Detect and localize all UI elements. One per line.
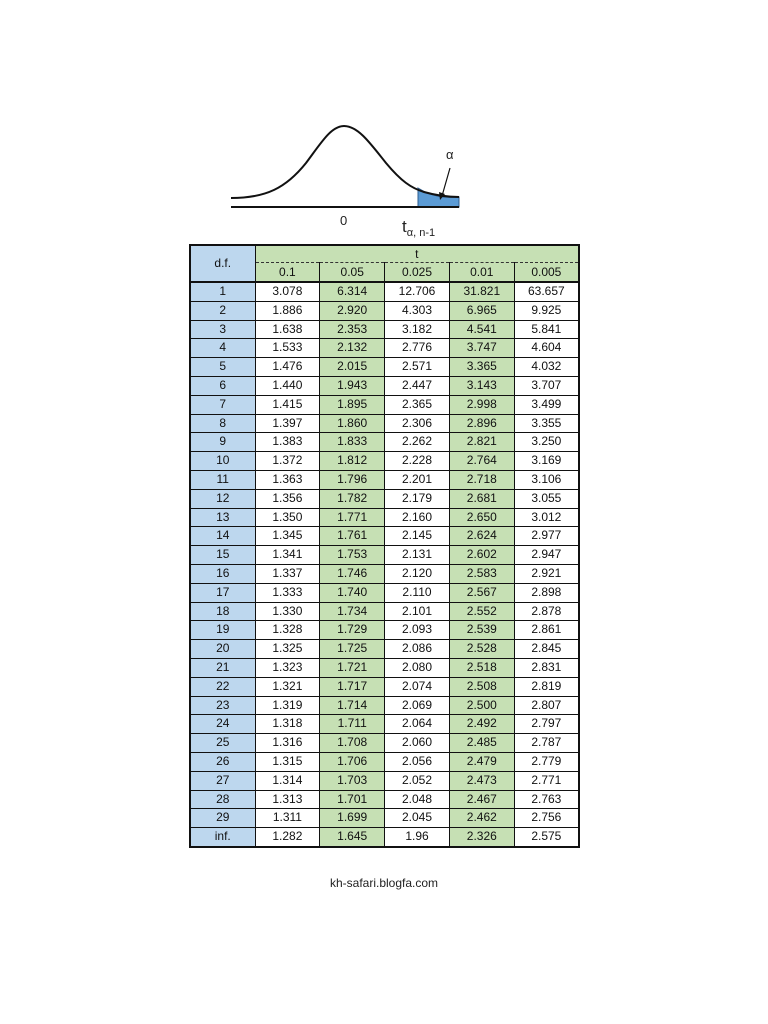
critical-value-cell: 4.541 xyxy=(449,320,514,339)
critical-value-cell: 2.052 xyxy=(385,771,450,790)
critical-value-cell: 2.763 xyxy=(514,790,579,809)
df-cell: 26 xyxy=(190,752,255,771)
df-cell: 28 xyxy=(190,790,255,809)
alpha-header-cell: 0.01 xyxy=(449,263,514,283)
critical-value-cell: 2.776 xyxy=(385,339,450,358)
critical-value-cell: 3.707 xyxy=(514,376,579,395)
critical-value-cell: 1.282 xyxy=(255,828,320,847)
alpha-arrow xyxy=(442,168,450,196)
critical-value-cell: 2.326 xyxy=(449,828,514,847)
critical-value-cell: 6.314 xyxy=(320,282,385,301)
critical-value-cell: 3.055 xyxy=(514,489,579,508)
critical-value-cell: 2.479 xyxy=(449,752,514,771)
df-cell: 5 xyxy=(190,358,255,377)
df-cell: 29 xyxy=(190,809,255,828)
critical-value-cell: 1.372 xyxy=(255,452,320,471)
critical-value-cell: 2.353 xyxy=(320,320,385,339)
critical-value-cell: 1.711 xyxy=(320,715,385,734)
critical-value-cell: 2.518 xyxy=(449,658,514,677)
critical-value-cell: 2.306 xyxy=(385,414,450,433)
df-cell: 20 xyxy=(190,640,255,659)
critical-value-cell: 9.925 xyxy=(514,301,579,320)
t-distribution-curve xyxy=(226,118,466,243)
critical-value-cell: 1.333 xyxy=(255,583,320,602)
df-cell: 15 xyxy=(190,546,255,565)
critical-value-cell: 1.708 xyxy=(320,734,385,753)
critical-value-cell: 2.571 xyxy=(385,358,450,377)
critical-value-cell: 2.528 xyxy=(449,640,514,659)
df-cell: 10 xyxy=(190,452,255,471)
alpha-label: α xyxy=(446,147,454,162)
critical-value-cell: 2.898 xyxy=(514,583,579,602)
critical-value-cell: 1.943 xyxy=(320,376,385,395)
critical-value-cell: 2.807 xyxy=(514,696,579,715)
critical-value-cell: 2.567 xyxy=(449,583,514,602)
critical-value-cell: 2.896 xyxy=(449,414,514,433)
critical-value-cell: 3.747 xyxy=(449,339,514,358)
critical-value-cell: 1.782 xyxy=(320,489,385,508)
critical-value-cell: 1.703 xyxy=(320,771,385,790)
table-row xyxy=(190,790,579,809)
table-row xyxy=(190,734,579,753)
critical-value-cell: 1.725 xyxy=(320,640,385,659)
critical-value-cell: 3.078 xyxy=(255,282,320,301)
df-cell: 21 xyxy=(190,658,255,677)
critical-value-cell: 1.717 xyxy=(320,677,385,696)
critical-value-cell: 3.499 xyxy=(514,395,579,414)
table-row xyxy=(190,677,579,696)
table-row xyxy=(190,339,579,358)
critical-value-cell: 1.833 xyxy=(320,433,385,452)
table-row xyxy=(190,771,579,790)
critical-value-cell: 2.819 xyxy=(514,677,579,696)
critical-value-cell: 2.262 xyxy=(385,433,450,452)
df-cell: 22 xyxy=(190,677,255,696)
df-cell: 3 xyxy=(190,320,255,339)
t-header: t xyxy=(255,245,579,263)
table-row xyxy=(190,621,579,640)
df-cell: 8 xyxy=(190,414,255,433)
critical-value-cell: 1.321 xyxy=(255,677,320,696)
df-cell: 24 xyxy=(190,715,255,734)
critical-value-cell: 1.699 xyxy=(320,809,385,828)
alpha-header-cell: 0.05 xyxy=(320,263,385,283)
critical-value-cell: 1.96 xyxy=(385,828,450,847)
critical-value-cell: 1.314 xyxy=(255,771,320,790)
critical-value-cell: 1.895 xyxy=(320,395,385,414)
critical-value-cell: 2.764 xyxy=(449,452,514,471)
critical-value-cell: 3.169 xyxy=(514,452,579,471)
table-row xyxy=(190,320,579,339)
source-footer: kh-safari.blogfa.com xyxy=(329,876,439,890)
critical-value-cell: 1.397 xyxy=(255,414,320,433)
critical-value-cell: 2.831 xyxy=(514,658,579,677)
table-row xyxy=(190,809,579,828)
table-row xyxy=(190,752,579,771)
table-body xyxy=(190,282,579,847)
df-cell: 1 xyxy=(190,282,255,301)
critical-value-cell: 1.886 xyxy=(255,301,320,320)
table-row xyxy=(190,715,579,734)
df-cell: 17 xyxy=(190,583,255,602)
critical-value-cell: 2.080 xyxy=(385,658,450,677)
critical-value-cell: 1.638 xyxy=(255,320,320,339)
critical-value-cell: 2.878 xyxy=(514,602,579,621)
critical-value-cell: 1.729 xyxy=(320,621,385,640)
critical-value-subscript: α, n-1 xyxy=(406,227,436,239)
critical-value-cell: 2.447 xyxy=(385,376,450,395)
critical-value-cell: 2.074 xyxy=(385,677,450,696)
critical-value-label: $t_{\alpha, n-1}$ xyxy=(402,217,436,239)
critical-value-cell: 1.812 xyxy=(320,452,385,471)
df-cell: 11 xyxy=(190,470,255,489)
critical-value-cell: 2.132 xyxy=(320,339,385,358)
critical-value-cell: 1.415 xyxy=(255,395,320,414)
critical-value-cell: 1.721 xyxy=(320,658,385,677)
table-row xyxy=(190,376,579,395)
critical-value-cell: 2.131 xyxy=(385,546,450,565)
table-row xyxy=(190,546,579,565)
critical-value-cell: 1.350 xyxy=(255,508,320,527)
critical-value-cell: 2.998 xyxy=(449,395,514,414)
df-cell: inf. xyxy=(190,828,255,847)
critical-value-cell: 2.552 xyxy=(449,602,514,621)
critical-value-cell: 3.365 xyxy=(449,358,514,377)
critical-value-cell: 2.160 xyxy=(385,508,450,527)
table-row xyxy=(190,828,579,847)
critical-value-cell: 2.539 xyxy=(449,621,514,640)
critical-value-cell: 63.657 xyxy=(514,282,579,301)
critical-value-cell: 2.064 xyxy=(385,715,450,734)
critical-value-cell: 2.145 xyxy=(385,527,450,546)
table-row xyxy=(190,282,579,301)
table-row xyxy=(190,527,579,546)
table-row xyxy=(190,508,579,527)
alpha-header-cell: 0.025 xyxy=(385,263,450,283)
critical-value-cell: 1.476 xyxy=(255,358,320,377)
table-row xyxy=(190,395,579,414)
df-cell: 19 xyxy=(190,621,255,640)
table-row xyxy=(190,564,579,583)
critical-value-cell: 1.345 xyxy=(255,527,320,546)
critical-value-cell: 1.645 xyxy=(320,828,385,847)
critical-value-cell: 1.771 xyxy=(320,508,385,527)
critical-value-cell: 1.761 xyxy=(320,527,385,546)
table-row xyxy=(190,301,579,320)
df-cell: 14 xyxy=(190,527,255,546)
critical-value-cell: 4.032 xyxy=(514,358,579,377)
critical-value-cell: 1.860 xyxy=(320,414,385,433)
critical-value-cell: 3.250 xyxy=(514,433,579,452)
critical-value-cell: 3.355 xyxy=(514,414,579,433)
df-cell: 2 xyxy=(190,301,255,320)
critical-value-cell: 1.796 xyxy=(320,470,385,489)
critical-value-cell: 1.701 xyxy=(320,790,385,809)
critical-value-cell: 2.056 xyxy=(385,752,450,771)
critical-value-cell: 2.947 xyxy=(514,546,579,565)
critical-value-cell: 31.821 xyxy=(449,282,514,301)
critical-value-cell: 2.015 xyxy=(320,358,385,377)
critical-value-cell: 12.706 xyxy=(385,282,450,301)
df-cell: 9 xyxy=(190,433,255,452)
critical-value-cell: 1.313 xyxy=(255,790,320,809)
critical-value-cell: 2.977 xyxy=(514,527,579,546)
critical-value-cell: 1.746 xyxy=(320,564,385,583)
t-distribution-figure xyxy=(226,118,466,243)
critical-value-cell: 1.714 xyxy=(320,696,385,715)
df-cell: 16 xyxy=(190,564,255,583)
critical-value-cell: 2.048 xyxy=(385,790,450,809)
critical-value-cell: 2.228 xyxy=(385,452,450,471)
critical-value-cell: 1.341 xyxy=(255,546,320,565)
critical-value-cell: 2.861 xyxy=(514,621,579,640)
df-cell: 23 xyxy=(190,696,255,715)
critical-value-cell: 3.182 xyxy=(385,320,450,339)
df-cell: 18 xyxy=(190,602,255,621)
critical-value-cell: 1.323 xyxy=(255,658,320,677)
alpha-header-cell: 0.005 xyxy=(514,263,579,283)
critical-value-cell: 2.110 xyxy=(385,583,450,602)
df-cell: 27 xyxy=(190,771,255,790)
table-row xyxy=(190,358,579,377)
df-cell: 6 xyxy=(190,376,255,395)
critical-value-cell: 1.318 xyxy=(255,715,320,734)
critical-value-cell: 2.508 xyxy=(449,677,514,696)
critical-value-cell: 1.706 xyxy=(320,752,385,771)
critical-value-cell: 1.740 xyxy=(320,583,385,602)
critical-value-cell: 2.485 xyxy=(449,734,514,753)
critical-value-cell: 2.467 xyxy=(449,790,514,809)
critical-value-cell: 2.473 xyxy=(449,771,514,790)
critical-value-cell: 2.797 xyxy=(514,715,579,734)
table-row xyxy=(190,414,579,433)
critical-value-cell: 1.363 xyxy=(255,470,320,489)
critical-value-cell: 1.753 xyxy=(320,546,385,565)
critical-value-cell: 6.965 xyxy=(449,301,514,320)
critical-value-cell: 2.650 xyxy=(449,508,514,527)
critical-value-cell: 2.845 xyxy=(514,640,579,659)
df-cell: 12 xyxy=(190,489,255,508)
critical-value-cell: 1.328 xyxy=(255,621,320,640)
df-cell: 4 xyxy=(190,339,255,358)
critical-value-cell: 3.012 xyxy=(514,508,579,527)
table-row xyxy=(190,602,579,621)
critical-value-cell: 2.718 xyxy=(449,470,514,489)
critical-value-cell: 1.330 xyxy=(255,602,320,621)
critical-value-cell: 2.821 xyxy=(449,433,514,452)
critical-value-cell: 2.045 xyxy=(385,809,450,828)
critical-value-cell: 2.120 xyxy=(385,564,450,583)
critical-value-cell: 1.734 xyxy=(320,602,385,621)
critical-value-cell: 4.303 xyxy=(385,301,450,320)
critical-value-cell: 2.624 xyxy=(449,527,514,546)
critical-value-cell: 5.841 xyxy=(514,320,579,339)
table-row xyxy=(190,658,579,677)
critical-value-cell: 1.337 xyxy=(255,564,320,583)
table-row xyxy=(190,433,579,452)
critical-value-cell: 1.356 xyxy=(255,489,320,508)
critical-value-cell: 1.319 xyxy=(255,696,320,715)
table-row xyxy=(190,640,579,659)
critical-value-cell: 1.311 xyxy=(255,809,320,828)
bell-curve xyxy=(231,126,459,198)
critical-value-cell: 1.315 xyxy=(255,752,320,771)
origin-label: 0 xyxy=(340,213,348,228)
critical-value-cell: 2.462 xyxy=(449,809,514,828)
table-row xyxy=(190,470,579,489)
df-header: d.f. xyxy=(190,245,255,282)
df-cell: 25 xyxy=(190,734,255,753)
critical-value-cell: 2.575 xyxy=(514,828,579,847)
critical-value-cell: 2.681 xyxy=(449,489,514,508)
critical-value-cell: 2.093 xyxy=(385,621,450,640)
critical-value-cell: 2.101 xyxy=(385,602,450,621)
critical-value-cell: 2.771 xyxy=(514,771,579,790)
table-row xyxy=(190,696,579,715)
critical-value-cell: 3.143 xyxy=(449,376,514,395)
df-cell: 7 xyxy=(190,395,255,414)
t-distribution-table xyxy=(189,244,580,848)
critical-value-cell: 1.325 xyxy=(255,640,320,659)
critical-value-cell: 2.602 xyxy=(449,546,514,565)
critical-value-cell: 2.086 xyxy=(385,640,450,659)
critical-value-cell: 1.440 xyxy=(255,376,320,395)
critical-value-cell: 3.106 xyxy=(514,470,579,489)
critical-value-cell: 2.365 xyxy=(385,395,450,414)
critical-value-cell: 2.179 xyxy=(385,489,450,508)
critical-value-cell: 2.921 xyxy=(514,564,579,583)
critical-value-cell: 2.492 xyxy=(449,715,514,734)
critical-value-cell: 4.604 xyxy=(514,339,579,358)
critical-value-cell: 2.583 xyxy=(449,564,514,583)
critical-value-cell: 2.787 xyxy=(514,734,579,753)
table-row xyxy=(190,452,579,471)
critical-value-cell: 2.069 xyxy=(385,696,450,715)
table-row xyxy=(190,583,579,602)
critical-value-cell: 1.383 xyxy=(255,433,320,452)
critical-value-cell: 1.316 xyxy=(255,734,320,753)
critical-value-cell: 2.500 xyxy=(449,696,514,715)
critical-value-cell: 1.533 xyxy=(255,339,320,358)
table-row xyxy=(190,489,579,508)
critical-value-cell: 2.060 xyxy=(385,734,450,753)
critical-value-cell: 2.756 xyxy=(514,809,579,828)
alpha-header-cell: 0.1 xyxy=(255,263,320,283)
critical-value-cell: 2.201 xyxy=(385,470,450,489)
critical-value-cell: 2.920 xyxy=(320,301,385,320)
critical-value-cell: 2.779 xyxy=(514,752,579,771)
df-cell: 13 xyxy=(190,508,255,527)
